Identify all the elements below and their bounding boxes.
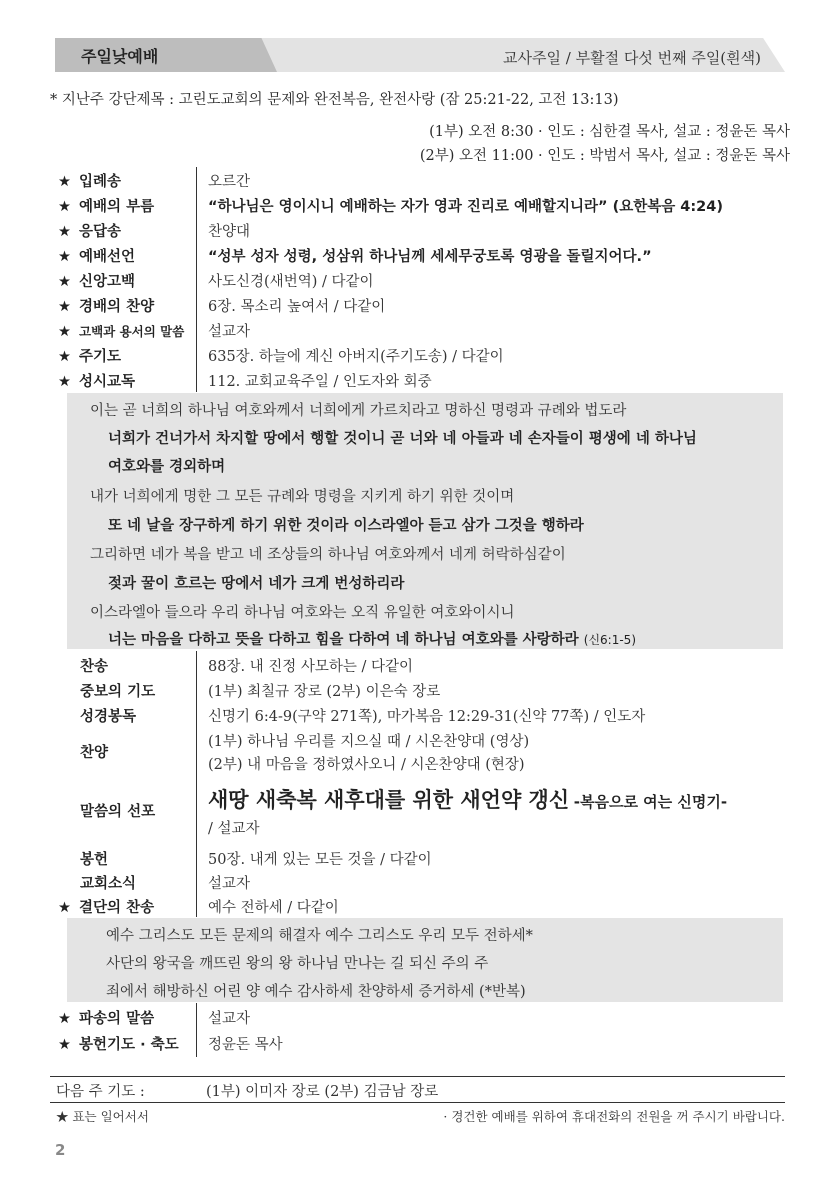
reading-line: 너희가 건너가서 차지할 땅에서 행할 것이니 곧 너와 네 아들과 네 손자들이 평생에 네 하나님 [108, 431, 697, 447]
column-divider [196, 167, 197, 392]
header-title: 주일낮예배 [81, 47, 159, 66]
lyrics-line: 사단의 왕국을 깨뜨린 왕의 왕 하나님 만나는 길 되신 주의 주 [106, 956, 489, 972]
reading-line: 이는 곧 너희의 하나님 여호와께서 너희에게 가르치라고 명하신 명령과 규례와 법도라 [90, 403, 627, 419]
stand-note: ★ 표는 일어서서 [56, 1109, 149, 1124]
reading-line: 여호와를 경외하며 [108, 459, 226, 475]
header-subtitle: 교사주일 / 부활절 다섯 번째 주일(흰색) [503, 49, 761, 67]
column-divider [196, 1003, 197, 1057]
reading-line: 내가 너희에게 명한 그 모든 규례와 명령을 지키게 하기 위한 것이며 [90, 489, 515, 505]
service-second: (2부) 오전 11:00 · 인도 : 박범서 목사, 설교 : 정윤돈 목사 [419, 148, 790, 164]
page-number: 2 [55, 1141, 66, 1159]
lyrics-line: 예수 그리스도 모든 문제의 해결자 예수 그리스도 우리 모두 전하세* [106, 928, 533, 944]
phone-note: · 경건한 예배를 위하여 휴대전화의 전원을 꺼 주시기 바랍니다. [443, 1109, 785, 1124]
lyrics-line: 죄에서 해방하신 어린 양 예수 감사하세 찬양하세 증거하세 (*반복) [106, 984, 526, 1000]
page-header [55, 38, 785, 72]
reading-line: 이스라엘아 들으라 우리 하나님 여호와는 오직 유일한 여호와이시니 [90, 605, 515, 621]
footer-divider [50, 1102, 785, 1103]
sermon-subtitle: -복음으로 여는 신명기- [573, 793, 728, 811]
column-divider [196, 651, 197, 917]
next-week-label: 다음 주 기도 : [56, 1084, 145, 1100]
footer-divider [50, 1076, 785, 1077]
reading-line: 그리하면 네가 복을 받고 네 조상들의 하나님 여호와께서 네게 허락하심같이 [90, 547, 566, 563]
next-week-prayer: (1부) 이미자 장로 (2부) 김금남 장로 [206, 1084, 439, 1100]
service-first: (1부) 오전 8:30 · 인도 : 심한결 목사, 설교 : 정윤돈 목사 [429, 124, 790, 140]
reading-line: 또 네 날을 장구하게 하기 위한 것이라 이스라엘아 듣고 삼가 그것을 행하라 [108, 518, 584, 534]
last-week-note: * 지난주 강단제목 : 고린도교회의 문제와 완전복음, 완전사랑 (잠 25:21-22, 고전 13:13) [50, 92, 619, 108]
reading-line: 너는 마음을 다하고 뜻을 다하고 힘을 다하여 네 하나님 여호와를 사랑하라 (신6:1-5) [108, 632, 636, 648]
sermon-title: 새땅 새축복 새후대를 위한 새언약 갱신 [208, 788, 570, 812]
reading-line: 젖과 꿀이 흐르는 땅에서 네가 크게 번성하리라 [108, 576, 405, 592]
